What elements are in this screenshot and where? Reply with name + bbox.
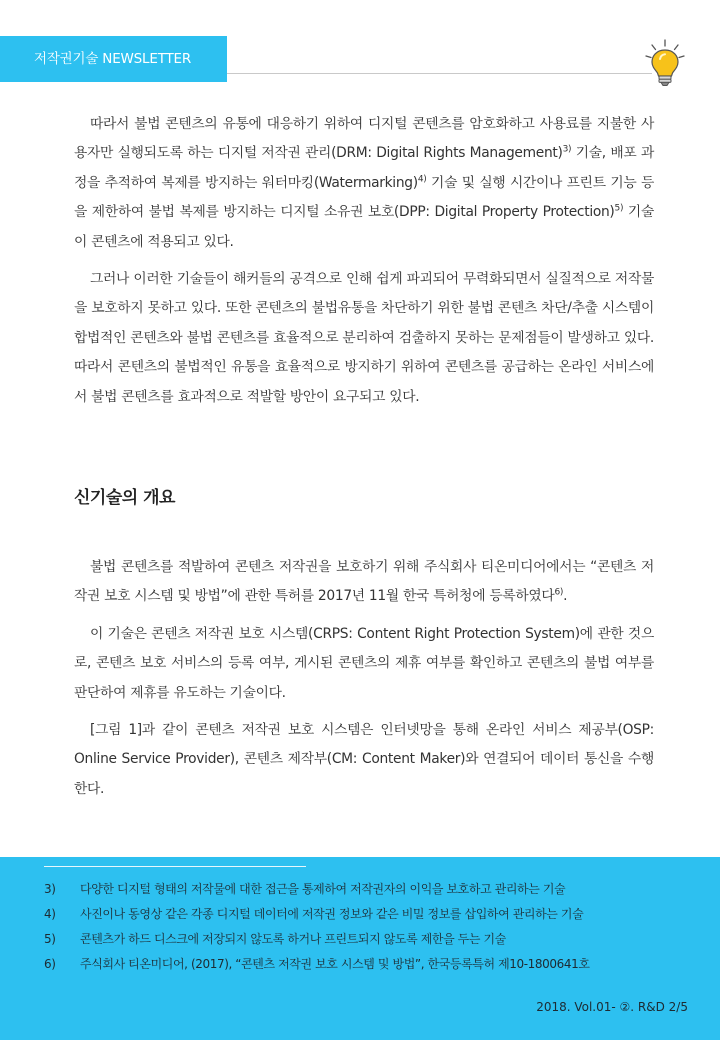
footnote-text: 콘텐츠가 하드 디스크에 저장되지 않도록 하거나 프린트되지 않도록 제한을 두는 기술 xyxy=(80,932,506,946)
overview-paragraph-2: 이 기술은 콘텐츠 저작권 보호 시스템(CRPS: Content Right Protection System)에 관한 것으로, 콘텐츠 보호 서비스의 등록 여부, 게시된 콘텐츠의 제휴 여부를 확인하고 콘텐츠의 불법 여부를 판단하여 제휴를 유도하는 기술이다. xyxy=(74,625,654,701)
overview-paragraph-3: [그림 1]과 같이 콘텐츠 저작권 보호 시스템은 인터넷망을 통해 온라인 서비스 제공부(OSP: Online Service Provider), 콘텐츠 제작부(CM: Content Maker)와 연결되어 데이터 통신을 수행한다. xyxy=(74,722,654,797)
footnote-marker: 6) xyxy=(554,587,564,598)
footnote-item xyxy=(44,902,684,927)
newsletter-title: 저작권기술 NEWSLETTER xyxy=(34,51,192,67)
newsletter-header-tab xyxy=(0,36,227,82)
section-title: 신기술의 개요 xyxy=(74,488,175,508)
intro-paragraph-2: 그러나 이러한 기술들이 해커들의 공격으로 인해 쉽게 파괴되어 무력화되면서 실질적으로 저작물을 보호하지 못하고 있다. 또한 콘텐츠의 불법유통을 차단하기 위한 불법 콘텐츠 차단/추출 시스템이 합법적인 콘텐츠와 불법 콘텐츠를 효율적으로 분리하여 검출하지 못하는 문제점들이 발생하고 있다. 따라서 콘텐츠의 불법적인 유통을 효율적으로 방지하기 위하여 콘텐츠를 공급하는 온라인 서비스에서 불법 콘텐츠를 효과적으로 적발할 방안이 요구되고 있다. xyxy=(74,271,654,405)
overview-paragraph-1: 불법 콘텐츠를 적발하여 콘텐츠 저작권을 보호하기 위해 주식회사 티온미디어에서는 “콘텐츠 저작권 보호 시스템 및 방법”에 관한 특허를 2017년 11월 한국 특허청에 등록하였다$^{6)}$. xyxy=(74,559,654,605)
intro-section xyxy=(74,110,654,420)
footnote-item xyxy=(44,877,684,902)
footnote-text: 다양한 디지털 형태의 저작물에 대한 접근을 통제하여 저작권자의 이익을 보호하고 관리하는 기술 xyxy=(80,882,566,896)
footnote-text: 사진이나 동영상 같은 각종 디지털 데이터에 저작권 정보와 같은 비밀 정보를 삽입하여 관리하는 기술 xyxy=(80,907,584,921)
footnote-divider xyxy=(44,866,306,867)
footnote-item xyxy=(44,927,684,952)
footnote-number: 6) xyxy=(44,957,56,971)
footnote-number: 5) xyxy=(44,932,56,946)
intro-paragraph-1: 따라서 불법 콘텐츠의 유통에 대응하기 위하여 디지털 콘텐츠를 암호화하고 사용료를 지불한 사용자만 실행되도록 하는 디지털 저작권 관리(DRM: Digital Rights Management)$^{3)}$ 기술, 배포 과정을 추적하여 복제를 방지하는 워터마킹(Watermarking)$^{4)}$ 기술 및 실행 시간이나 프린트 기능 등을 제한하여 불법 복제를 방지하는 디지털 소유권 보호(DPP: Digital Property Protection)$^{5)}$ 기술이 콘텐츠에 적용되고 있다. xyxy=(74,116,654,250)
footnote-number: 3) xyxy=(44,882,56,896)
footnotes-list xyxy=(44,877,684,977)
footnote-item xyxy=(44,952,684,977)
overview-section xyxy=(74,553,654,812)
header-divider xyxy=(227,73,652,74)
footnote-number: 4) xyxy=(44,907,56,921)
footnote-text: 주식회사 티온미디어, (2017), “콘텐츠 저작권 보호 시스템 및 방법”, 한국등록특허 제10-1800641호 xyxy=(80,957,590,971)
footnote-marker: 5) xyxy=(614,203,624,214)
footnote-marker: 4) xyxy=(417,174,427,185)
lightbulb-icon xyxy=(643,38,687,88)
page-info: 2018. Vol.01- ②. R&D 2/5 xyxy=(536,1000,688,1014)
footnote-marker: 3) xyxy=(562,144,572,155)
